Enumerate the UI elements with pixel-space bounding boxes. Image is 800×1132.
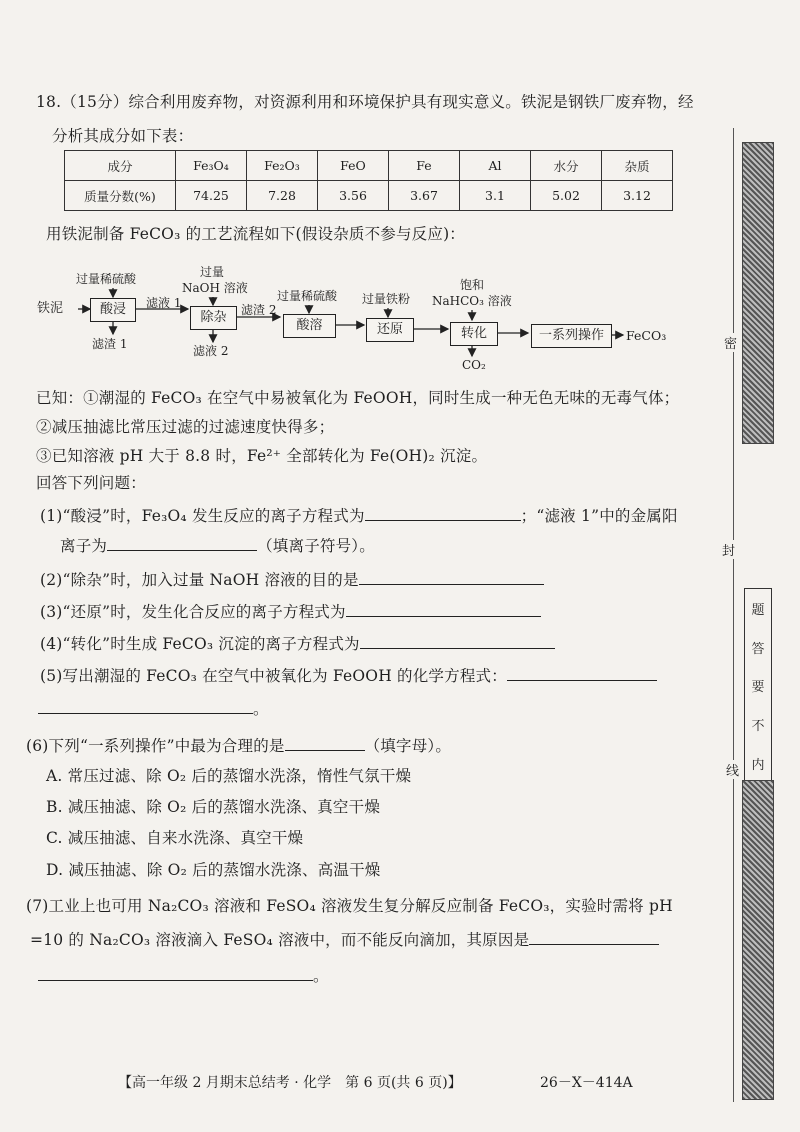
box-char: 内 — [751, 757, 765, 773]
flow-step-acid-dissolve: 酸溶 — [283, 314, 336, 338]
question-1-text-d: （填离子符号）。 — [257, 537, 375, 555]
page-footer-info: 【高一年级 2 月期末总结考 · 化学 第 6 页(共 6 页)】 — [118, 1075, 462, 1091]
box-char: 答 — [751, 641, 765, 657]
box-char: 要 — [751, 680, 765, 696]
known-3: ③已知溶液 pH 大于 8.8 时，Fe²⁺ 全部转化为 Fe(OH)₂ 沉淀。 — [36, 447, 488, 465]
flow-arrows — [0, 0, 730, 380]
residue-label: 滤液 2 — [193, 344, 229, 358]
question-1-text-c: 离子为 — [60, 537, 108, 555]
table-cell: 水分 — [531, 151, 602, 181]
answer-blank[interactable] — [285, 736, 365, 751]
option-a: A. 常压过滤、除 O₂ 后的蒸馏水洗涤，惰性气氛干燥 — [46, 767, 412, 785]
box-char: 题 — [751, 602, 765, 618]
filtrate-label: 滤渣 2 — [241, 303, 277, 317]
answer-blank[interactable] — [346, 602, 541, 617]
paper-code: 26－X－414A — [540, 1075, 633, 1091]
question-intro-line-1: 18.（15分）综合利用废弃物，对资源利用和环境保护具有现实意义。铁泥是钢铁厂废弃物，经 — [36, 93, 694, 111]
question-5 — [40, 664, 657, 686]
table-cell: Fe₃O₄ — [176, 151, 247, 181]
hatch-pattern — [742, 142, 774, 444]
question-5-end: 。 — [253, 700, 269, 718]
question-1-line-1 — [40, 504, 678, 526]
question-2-text: (2)“除杂”时，加入过量 NaOH 溶液的目的是 — [40, 571, 359, 589]
seal-line-sidebar — [722, 128, 782, 1102]
seal-char: 封 — [722, 540, 735, 559]
answer-blank[interactable] — [38, 699, 253, 714]
table-cell: 7.28 — [247, 181, 318, 211]
question-7-line-2 — [30, 928, 659, 950]
table-cell: 3.67 — [389, 181, 460, 211]
reagent-label: 过量稀硫酸 — [76, 272, 137, 286]
question-6-end: （填字母）。 — [364, 737, 452, 755]
answer-blank[interactable] — [507, 666, 657, 681]
question-6 — [26, 734, 451, 756]
flow-step-impurity-removal: 除杂 — [190, 306, 237, 330]
answer-blank[interactable] — [360, 634, 555, 649]
table-cell: 74.25 — [176, 181, 247, 211]
question-3 — [40, 600, 541, 622]
question-4 — [40, 632, 555, 654]
flow-step-acid-leach: 酸浸 — [90, 298, 136, 322]
reagent-label: 饱和 — [460, 278, 485, 292]
table-row-label: 质量分数(%) — [65, 181, 176, 211]
reagent-label: 过量 — [200, 265, 225, 279]
answer-blank[interactable] — [38, 966, 313, 981]
reagent-label: 过量铁粉 — [362, 292, 411, 306]
question-7-end: 。 — [313, 967, 329, 985]
flow-start-label: 铁泥 — [37, 301, 64, 316]
gas-label: CO₂ — [462, 358, 486, 372]
seal-char: 密 — [724, 333, 737, 352]
question-7-text: =10 的 Na₂CO₃ 溶液滴入 FeSO₄ 溶液中，而不能反向滴加，其原因是 — [30, 931, 530, 949]
question-1-line-2 — [60, 534, 375, 556]
answer-blank[interactable] — [365, 506, 521, 521]
table-cell: 3.56 — [318, 181, 389, 211]
flow-end-label: FeCO₃ — [626, 328, 667, 343]
option-d: D. 减压抽滤、除 O₂ 后的蒸馏水洗涤、高温干燥 — [46, 861, 381, 879]
table-cell: 3.1 — [460, 181, 531, 211]
flow-intro: 用铁泥制备 FeCO₃ 的工艺流程如下(假设杂质不参与反应)： — [46, 225, 466, 243]
answer-intro: 回答下列问题： — [36, 474, 146, 492]
question-1-text-b: ；“滤液 1”中的金属阳 — [520, 507, 678, 525]
question-4-text: (4)“转化”时生成 FeCO₃ 沉淀的离子方程式为 — [40, 635, 360, 653]
flow-step-conversion: 转化 — [450, 322, 498, 346]
flow-step-reduction: 还原 — [366, 318, 414, 342]
table-cell: Fe — [389, 151, 460, 181]
question-5-text: (5)写出潮湿的 FeCO₃ 在空气中被氧化为 FeOOH 的化学方程式： — [40, 667, 507, 685]
seal-char: 线 — [726, 760, 739, 779]
answer-blank[interactable] — [107, 536, 257, 551]
table-cell: 5.02 — [531, 181, 602, 211]
question-3-text: (3)“还原”时，发生化合反应的离子方程式为 — [40, 603, 346, 621]
answer-blank[interactable] — [529, 930, 659, 945]
reagent-label: NaOH 溶液 — [182, 281, 248, 295]
question-1-text: (1)“酸浸”时，Fe₃O₄ 发生反应的离子方程式为 — [40, 507, 365, 525]
question-7-line-3 — [38, 964, 329, 986]
known-1: 已知：①潮湿的 FeCO₃ 在空气中易被氧化为 FeOOH，同时生成一种无色无味的无毒气体； — [36, 389, 680, 407]
option-b: B. 减压抽滤、除 O₂ 后的蒸馏水洗涤、真空干燥 — [46, 798, 381, 816]
question-2 — [40, 568, 544, 590]
table-cell: FeO — [318, 151, 389, 181]
known-2: ②减压抽滤比常压过滤的过滤速度快得多； — [36, 418, 335, 436]
question-7-line-1: (7)工业上也可用 Na₂CO₃ 溶液和 FeSO₄ 溶液发生复分解反应制备 FeCO₃，实验时需将 pH — [26, 897, 673, 915]
flow-step-series-operations: 一系列操作 — [531, 324, 612, 348]
table-cell: Al — [460, 151, 531, 181]
question-intro-line-2: 分析其成分如下表： — [52, 127, 194, 145]
answer-blank[interactable] — [359, 570, 544, 585]
box-char: 不 — [751, 719, 765, 735]
question-6-text: (6)下列“一系列操作”中最为合理的是 — [26, 737, 285, 755]
table-cell: Fe₂O₃ — [247, 151, 318, 181]
table-cell: 杂质 — [602, 151, 673, 181]
table-row-label: 成分 — [65, 151, 176, 181]
filtrate-label: 滤液 1 — [146, 296, 182, 310]
table-cell: 3.12 — [602, 181, 673, 211]
hatch-pattern — [742, 780, 774, 1100]
question-5-line-2 — [38, 697, 269, 719]
reagent-label: 过量稀硫酸 — [277, 289, 338, 303]
reagent-label: NaHCO₃ 溶液 — [432, 294, 512, 308]
option-c: C. 减压抽滤、自来水洗涤、真空干燥 — [46, 829, 304, 847]
residue-label: 滤渣 1 — [92, 337, 128, 351]
